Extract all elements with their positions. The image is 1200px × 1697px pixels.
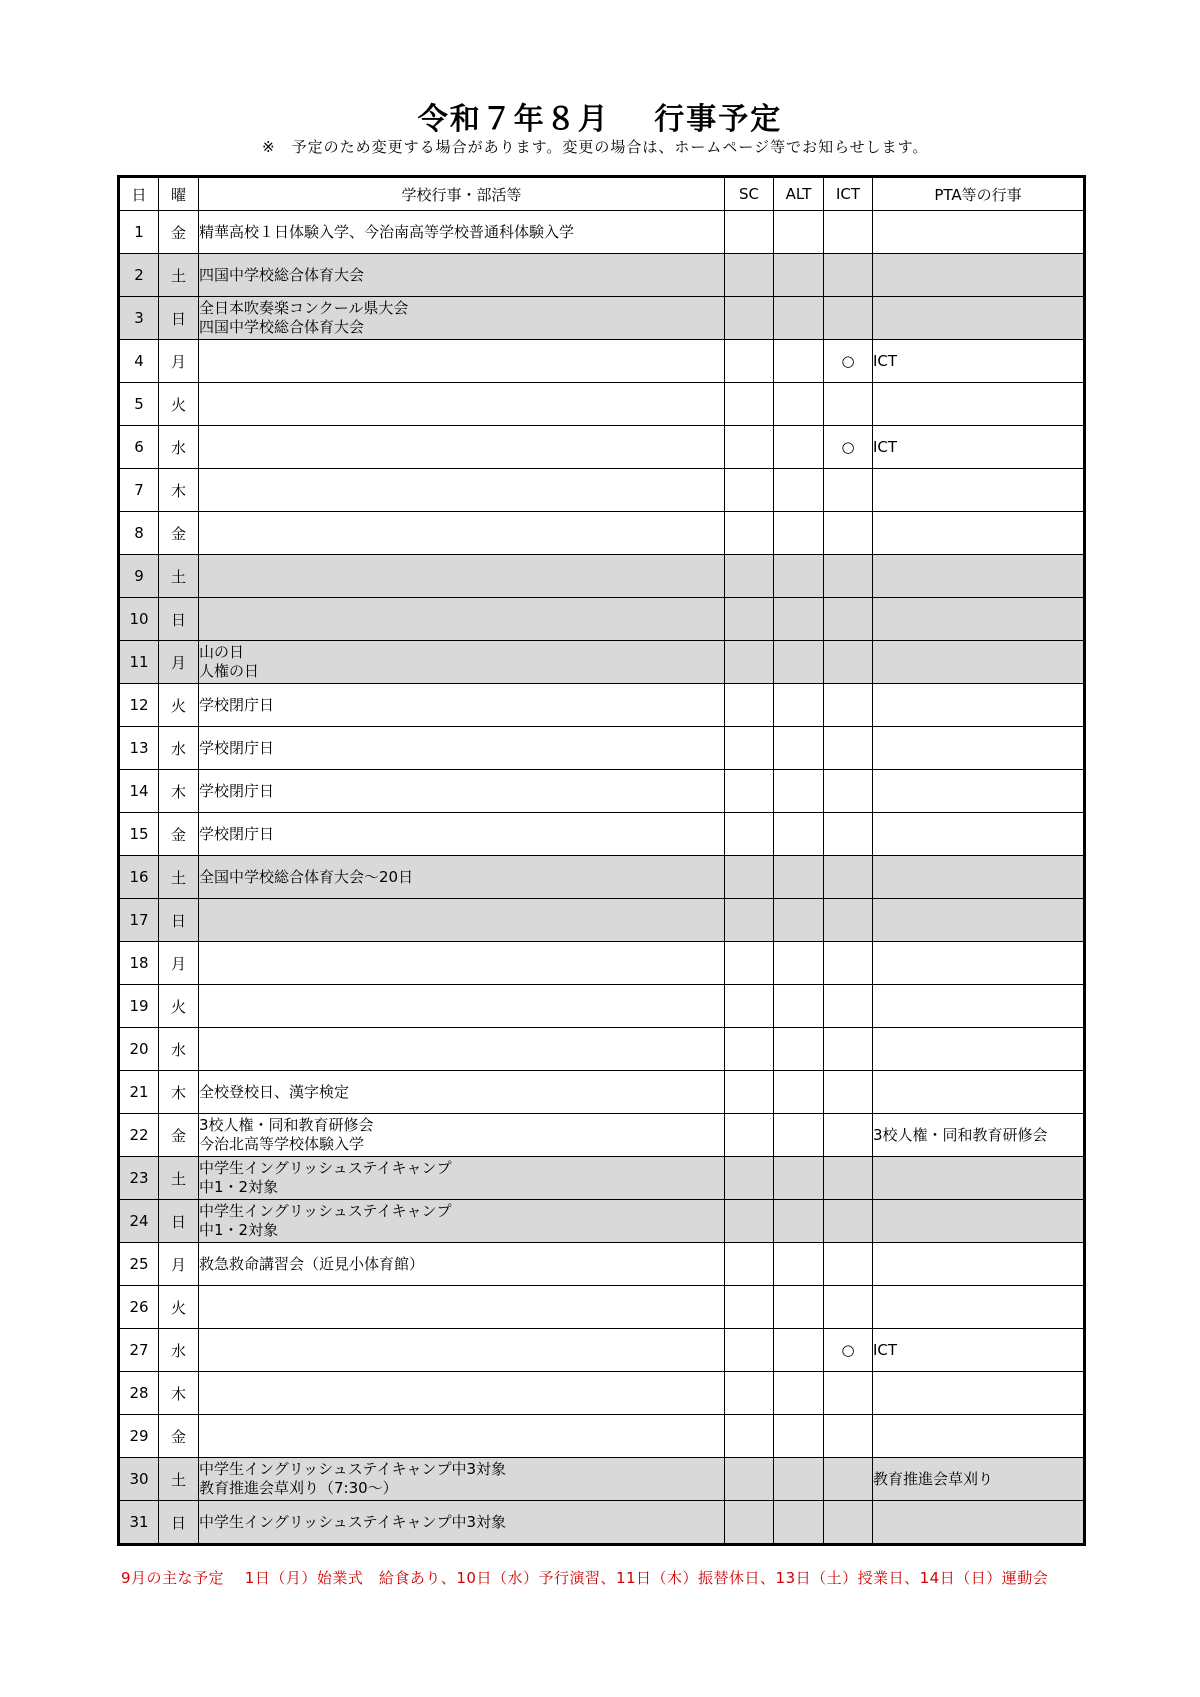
table-row xyxy=(119,1028,1085,1071)
sc-cell xyxy=(725,985,774,1028)
sc-cell xyxy=(725,1114,774,1157)
sc-cell xyxy=(725,1028,774,1071)
sc-cell xyxy=(725,727,774,770)
events-cell: 四国中学校総合体育大会 xyxy=(199,254,725,297)
weekday-cell: 日 xyxy=(159,899,199,942)
alt-cell xyxy=(774,985,824,1028)
day-cell: 14 xyxy=(119,770,159,813)
day-cell: 8 xyxy=(119,512,159,555)
table-row xyxy=(119,641,1085,684)
table-row xyxy=(119,985,1085,1028)
ict-cell xyxy=(824,512,873,555)
ict-cell xyxy=(824,1071,873,1114)
table-row xyxy=(119,1501,1085,1545)
events-cell xyxy=(199,899,725,942)
day-cell: 26 xyxy=(119,1286,159,1329)
events-cell: 救急救命講習会（近見小体育館） xyxy=(199,1243,725,1286)
ict-cell xyxy=(824,297,873,340)
events-cell: 3校人権・同和教育研修会 今治北高等学校体験入学 xyxy=(199,1114,725,1157)
alt-cell xyxy=(774,684,824,727)
pta-cell: 教育推進会草刈り xyxy=(873,1458,1085,1501)
weekday-cell: 月 xyxy=(159,942,199,985)
alt-cell xyxy=(774,1071,824,1114)
ict-cell xyxy=(824,813,873,856)
weekday-cell: 日 xyxy=(159,598,199,641)
day-cell: 3 xyxy=(119,297,159,340)
events-cell: 全校登校日、漢字検定 xyxy=(199,1071,725,1114)
sc-cell xyxy=(725,340,774,383)
pta-cell xyxy=(873,512,1085,555)
weekday-cell: 金 xyxy=(159,813,199,856)
table-row xyxy=(119,211,1085,254)
alt-cell xyxy=(774,555,824,598)
day-cell: 9 xyxy=(119,555,159,598)
alt-cell xyxy=(774,1501,824,1545)
table-row xyxy=(119,383,1085,426)
day-cell: 12 xyxy=(119,684,159,727)
day-cell: 11 xyxy=(119,641,159,684)
alt-cell xyxy=(774,598,824,641)
table-row xyxy=(119,555,1085,598)
pta-cell xyxy=(873,942,1085,985)
ict-cell xyxy=(824,641,873,684)
table-row xyxy=(119,1071,1085,1114)
header-pta: PTA等の行事 xyxy=(873,177,1085,211)
events-cell: 全国中学校総合体育大会～20日 xyxy=(199,856,725,899)
events-cell xyxy=(199,1028,725,1071)
alt-cell xyxy=(774,942,824,985)
weekday-cell: 土 xyxy=(159,1458,199,1501)
sc-cell xyxy=(725,1243,774,1286)
day-cell: 18 xyxy=(119,942,159,985)
table-row xyxy=(119,254,1085,297)
page-title: 令和７年８月 行事予定 xyxy=(417,102,783,137)
ict-cell: ○ xyxy=(824,340,873,383)
day-cell: 25 xyxy=(119,1243,159,1286)
events-cell xyxy=(199,383,725,426)
ict-cell xyxy=(824,1157,873,1200)
pta-cell xyxy=(873,1028,1085,1071)
ict-cell xyxy=(824,684,873,727)
alt-cell xyxy=(774,1200,824,1243)
alt-cell xyxy=(774,641,824,684)
pta-cell xyxy=(873,598,1085,641)
table-row xyxy=(119,770,1085,813)
table-row xyxy=(119,1415,1085,1458)
ict-cell xyxy=(824,856,873,899)
table-row xyxy=(119,598,1085,641)
ict-cell xyxy=(824,942,873,985)
table-row xyxy=(119,1243,1085,1286)
weekday-cell: 日 xyxy=(159,297,199,340)
ict-cell xyxy=(824,1501,873,1545)
table-row xyxy=(119,297,1085,340)
pta-cell xyxy=(873,1415,1085,1458)
sc-cell xyxy=(725,383,774,426)
ict-cell xyxy=(824,1028,873,1071)
events-cell xyxy=(199,340,725,383)
ict-cell xyxy=(824,383,873,426)
sc-cell xyxy=(725,770,774,813)
events-cell: 学校閉庁日 xyxy=(199,813,725,856)
ict-cell xyxy=(824,598,873,641)
pta-cell xyxy=(873,1200,1085,1243)
alt-cell xyxy=(774,340,824,383)
weekday-cell: 土 xyxy=(159,1157,199,1200)
events-cell xyxy=(199,426,725,469)
weekday-cell: 木 xyxy=(159,770,199,813)
alt-cell xyxy=(774,1114,824,1157)
alt-cell xyxy=(774,211,824,254)
day-cell: 13 xyxy=(119,727,159,770)
pta-cell xyxy=(873,1157,1085,1200)
pta-cell xyxy=(873,383,1085,426)
weekday-cell: 木 xyxy=(159,469,199,512)
table-row xyxy=(119,899,1085,942)
day-cell: 6 xyxy=(119,426,159,469)
sc-cell xyxy=(725,297,774,340)
ict-cell xyxy=(824,555,873,598)
day-cell: 29 xyxy=(119,1415,159,1458)
day-cell: 20 xyxy=(119,1028,159,1071)
day-cell: 23 xyxy=(119,1157,159,1200)
day-cell: 19 xyxy=(119,985,159,1028)
weekday-cell: 水 xyxy=(159,727,199,770)
table-row xyxy=(119,1114,1085,1157)
events-cell xyxy=(199,1286,725,1329)
sc-cell xyxy=(725,469,774,512)
table-row xyxy=(119,426,1085,469)
weekday-cell: 火 xyxy=(159,383,199,426)
sc-cell xyxy=(725,1286,774,1329)
events-cell xyxy=(199,1372,725,1415)
ict-cell xyxy=(824,727,873,770)
table-row xyxy=(119,1286,1085,1329)
pta-cell xyxy=(873,469,1085,512)
table-row xyxy=(119,1458,1085,1501)
header-ict: ICT xyxy=(824,177,873,211)
pta-cell xyxy=(873,254,1085,297)
ict-cell xyxy=(824,211,873,254)
pta-cell: ICT xyxy=(873,1329,1085,1372)
events-cell xyxy=(199,469,725,512)
alt-cell xyxy=(774,426,824,469)
events-cell xyxy=(199,598,725,641)
events-cell xyxy=(199,555,725,598)
weekday-cell: 水 xyxy=(159,1329,199,1372)
day-cell: 22 xyxy=(119,1114,159,1157)
weekday-cell: 木 xyxy=(159,1071,199,1114)
events-cell xyxy=(199,942,725,985)
table-row xyxy=(119,340,1085,383)
ict-cell xyxy=(824,254,873,297)
day-cell: 17 xyxy=(119,899,159,942)
day-cell: 28 xyxy=(119,1372,159,1415)
change-notice: ※ 予定のため変更する場合があります。変更の場合は、ホームページ等でお知らせします。 xyxy=(262,138,929,156)
table-row xyxy=(119,684,1085,727)
ict-cell: ○ xyxy=(824,1329,873,1372)
table-row xyxy=(119,1157,1085,1200)
alt-cell xyxy=(774,383,824,426)
day-cell: 7 xyxy=(119,469,159,512)
ict-cell xyxy=(824,1200,873,1243)
sc-cell xyxy=(725,1329,774,1372)
day-cell: 21 xyxy=(119,1071,159,1114)
events-cell xyxy=(199,512,725,555)
ict-cell xyxy=(824,985,873,1028)
sc-cell xyxy=(725,598,774,641)
events-cell: 精華高校１日体験入学、今治南高等学校普通科体験入学 xyxy=(199,211,725,254)
table-row xyxy=(119,1200,1085,1243)
alt-cell xyxy=(774,813,824,856)
header-alt: ALT xyxy=(774,177,824,211)
sc-cell xyxy=(725,684,774,727)
ict-cell xyxy=(824,1415,873,1458)
schedule-table xyxy=(117,175,1086,1546)
weekday-cell: 水 xyxy=(159,1028,199,1071)
day-cell: 5 xyxy=(119,383,159,426)
sc-cell xyxy=(725,1071,774,1114)
pta-cell xyxy=(873,211,1085,254)
sc-cell xyxy=(725,211,774,254)
events-cell xyxy=(199,1415,725,1458)
pta-cell xyxy=(873,1243,1085,1286)
pta-cell xyxy=(873,727,1085,770)
alt-cell xyxy=(774,469,824,512)
events-cell: 中学生イングリッシュステイキャンプ 中1・2対象 xyxy=(199,1200,725,1243)
day-cell: 16 xyxy=(119,856,159,899)
pta-cell xyxy=(873,899,1085,942)
table-row xyxy=(119,512,1085,555)
ict-cell xyxy=(824,1286,873,1329)
events-cell: 中学生イングリッシュステイキャンプ 中1・2対象 xyxy=(199,1157,725,1200)
sc-cell xyxy=(725,641,774,684)
weekday-cell: 月 xyxy=(159,340,199,383)
weekday-cell: 金 xyxy=(159,512,199,555)
weekday-cell: 土 xyxy=(159,555,199,598)
alt-cell xyxy=(774,856,824,899)
pta-cell xyxy=(873,1071,1085,1114)
alt-cell xyxy=(774,1372,824,1415)
sc-cell xyxy=(725,1372,774,1415)
alt-cell xyxy=(774,1243,824,1286)
alt-cell xyxy=(774,1329,824,1372)
pta-cell xyxy=(873,985,1085,1028)
ict-cell xyxy=(824,1372,873,1415)
table-row xyxy=(119,727,1085,770)
events-cell: 中学生イングリッシュステイキャンプ中3対象 xyxy=(199,1501,725,1545)
table-row xyxy=(119,813,1085,856)
pta-cell: ICT xyxy=(873,340,1085,383)
sc-cell xyxy=(725,1200,774,1243)
alt-cell xyxy=(774,1157,824,1200)
day-cell: 4 xyxy=(119,340,159,383)
events-cell xyxy=(199,985,725,1028)
weekday-cell: 土 xyxy=(159,856,199,899)
table-row xyxy=(119,942,1085,985)
weekday-cell: 月 xyxy=(159,641,199,684)
header-events: 学校行事・部活等 xyxy=(199,177,725,211)
weekday-cell: 水 xyxy=(159,426,199,469)
day-cell: 2 xyxy=(119,254,159,297)
day-cell: 30 xyxy=(119,1458,159,1501)
pta-cell xyxy=(873,1286,1085,1329)
sc-cell xyxy=(725,555,774,598)
sc-cell xyxy=(725,1415,774,1458)
pta-cell xyxy=(873,770,1085,813)
table-row xyxy=(119,469,1085,512)
pta-cell xyxy=(873,1372,1085,1415)
pta-cell: 3校人権・同和教育研修会 xyxy=(873,1114,1085,1157)
alt-cell xyxy=(774,1415,824,1458)
sc-cell xyxy=(725,1157,774,1200)
pta-cell xyxy=(873,684,1085,727)
alt-cell xyxy=(774,297,824,340)
table-row xyxy=(119,856,1085,899)
weekday-cell: 火 xyxy=(159,985,199,1028)
weekday-cell: 火 xyxy=(159,1286,199,1329)
sc-cell xyxy=(725,254,774,297)
day-cell: 1 xyxy=(119,211,159,254)
header-day: 日 xyxy=(119,177,159,211)
alt-cell xyxy=(774,1458,824,1501)
sc-cell xyxy=(725,813,774,856)
day-cell: 10 xyxy=(119,598,159,641)
ict-cell xyxy=(824,1114,873,1157)
next-month-notice: 9月の主な予定 1日（月）始業式 給食あり、10日（水）予行演習、11日（木）振替休日、13日（土）授業日、14日（日）運動会 xyxy=(121,1569,1049,1587)
ict-cell xyxy=(824,899,873,942)
weekday-cell: 木 xyxy=(159,1372,199,1415)
sc-cell xyxy=(725,1458,774,1501)
pta-cell xyxy=(873,297,1085,340)
header-row xyxy=(119,177,1085,211)
weekday-cell: 金 xyxy=(159,1415,199,1458)
day-cell: 27 xyxy=(119,1329,159,1372)
sc-cell xyxy=(725,856,774,899)
ict-cell xyxy=(824,1458,873,1501)
pta-cell xyxy=(873,641,1085,684)
sc-cell xyxy=(725,899,774,942)
pta-cell xyxy=(873,813,1085,856)
pta-cell xyxy=(873,1501,1085,1545)
day-cell: 15 xyxy=(119,813,159,856)
alt-cell xyxy=(774,254,824,297)
weekday-cell: 月 xyxy=(159,1243,199,1286)
header-sc: SC xyxy=(725,177,774,211)
alt-cell xyxy=(774,899,824,942)
events-cell: 全日本吹奏楽コンクール県大会 四国中学校総合体育大会 xyxy=(199,297,725,340)
weekday-cell: 日 xyxy=(159,1200,199,1243)
events-cell: 山の日 人権の日 xyxy=(199,641,725,684)
weekday-cell: 土 xyxy=(159,254,199,297)
alt-cell xyxy=(774,512,824,555)
ict-cell xyxy=(824,469,873,512)
weekday-cell: 日 xyxy=(159,1501,199,1545)
events-cell xyxy=(199,1329,725,1372)
alt-cell xyxy=(774,1028,824,1071)
ict-cell: ○ xyxy=(824,426,873,469)
weekday-cell: 火 xyxy=(159,684,199,727)
table-row xyxy=(119,1329,1085,1372)
weekday-cell: 金 xyxy=(159,1114,199,1157)
sc-cell xyxy=(725,942,774,985)
table-row xyxy=(119,1372,1085,1415)
day-cell: 24 xyxy=(119,1200,159,1243)
ict-cell xyxy=(824,1243,873,1286)
alt-cell xyxy=(774,770,824,813)
events-cell: 学校閉庁日 xyxy=(199,770,725,813)
alt-cell xyxy=(774,1286,824,1329)
day-cell: 31 xyxy=(119,1501,159,1545)
events-cell: 中学生イングリッシュステイキャンプ中3対象 教育推進会草刈り（7:30～） xyxy=(199,1458,725,1501)
pta-cell xyxy=(873,856,1085,899)
header-dow: 曜 xyxy=(159,177,199,211)
sc-cell xyxy=(725,426,774,469)
pta-cell xyxy=(873,555,1085,598)
sc-cell xyxy=(725,512,774,555)
events-cell: 学校閉庁日 xyxy=(199,727,725,770)
ict-cell xyxy=(824,770,873,813)
weekday-cell: 金 xyxy=(159,211,199,254)
sc-cell xyxy=(725,1501,774,1545)
alt-cell xyxy=(774,727,824,770)
events-cell: 学校閉庁日 xyxy=(199,684,725,727)
pta-cell: ICT xyxy=(873,426,1085,469)
